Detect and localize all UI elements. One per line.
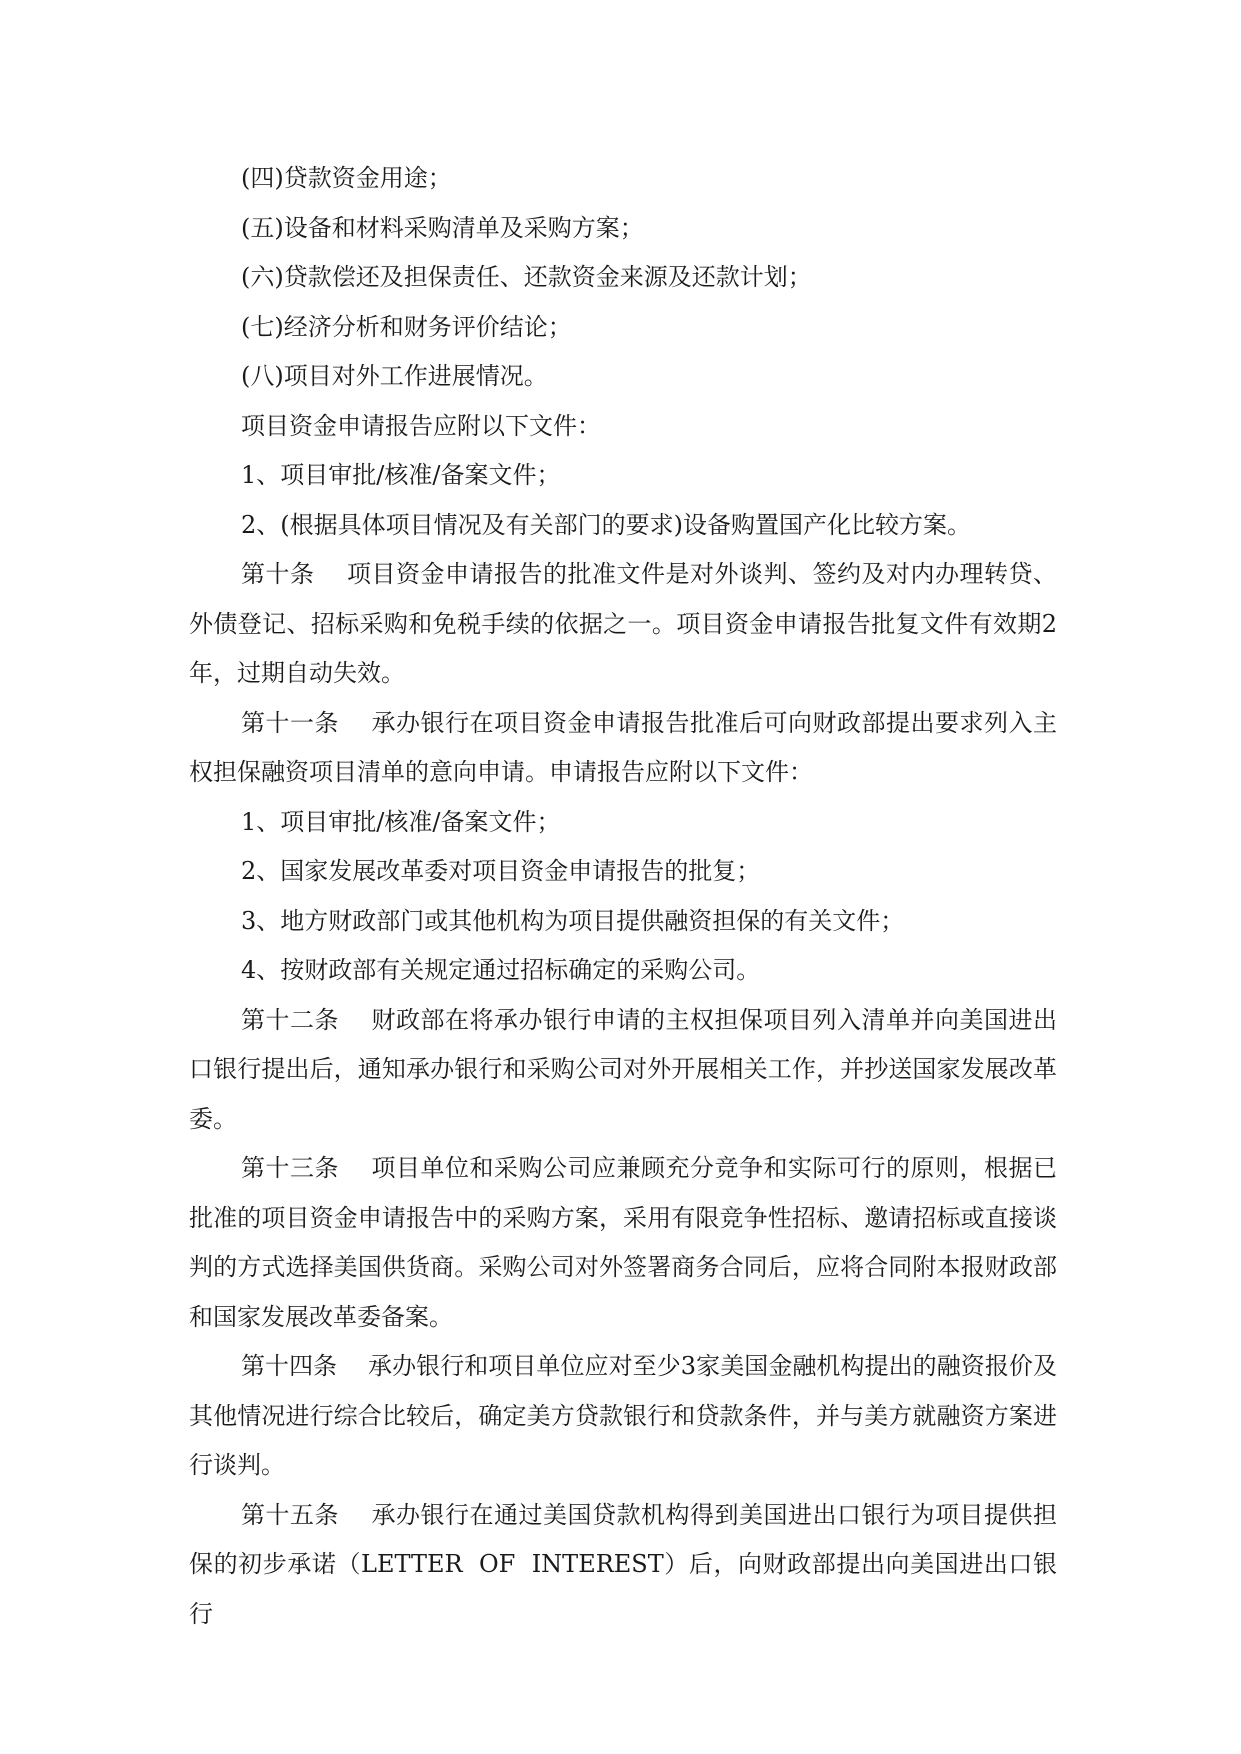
list-item-external-progress: (八)项目对外工作进展情况。 [241, 362, 548, 390]
attachment-item-approval: 1、项目审批/核准/备案文件； [241, 461, 561, 489]
attachment-item-localization: 2、(根据具体项目情况及有关部门的要求)设备购置国产化比较方案。 [241, 510, 971, 539]
article-10: 第十条 项目资金申请报告的批准文件是对外谈判、签约及对内办理转贷、外债登记、招标采购和免税手续的依据之一。项目资金申请报告批复文件有效期2年，过期自动失效。 [189, 560, 1057, 687]
article-12: 第十二条 财政部在将承办银行申请的主权担保项目列入清单并向美国进出口银行提出后，通知承办银行和采购公司对外开展相关工作，并抄送国家发展改革委。 [189, 1005, 1057, 1133]
list-item-economic-analysis: (七)经济分析和财务评价结论； [241, 312, 572, 341]
article-13: 第十三条 项目单位和采购公司应兼顾充分竞争和实际可行的原则，根据已批准的项目资金申请报告中的采购方案，采用有限竞争性招标、邀请招标或直接谈判的方式选择美国供货商。采购公司对外签署商务合同后，应将合同附本报财政部和国家发展改革委备案。 [189, 1154, 1057, 1331]
article-11-item-2: 2、国家发展改革委对项目资金申请报告的批复； [241, 857, 761, 885]
list-item-procurement-plan: (五)设备和材料采购清单及采购方案； [241, 213, 644, 242]
attachments-intro: 项目资金申请报告应附以下文件： [241, 411, 601, 440]
article-11: 第十一条 承办银行在项目资金申请报告批准后可向财政部提出要求列入主权担保融资项目清单的意向申请。申请报告应附以下文件： [189, 708, 1057, 786]
article-11-item-4: 4、按财政部有关规定通过招标确定的采购公司。 [241, 956, 761, 984]
article-11-item-3: 3、地方财政部门或其他机构为项目提供融资担保的有关文件； [241, 906, 905, 935]
document-body [189, 154, 1057, 1639]
list-item-repayment-plan: (六)贷款偿还及担保责任、还款资金来源及还款计划； [241, 263, 812, 291]
article-11-item-1: 1、项目审批/核准/备案文件； [241, 807, 561, 836]
article-14: 第十四条 承办银行和项目单位应对至少3家美国金融机构提出的融资报价及其他情况进行综合比较后，确定美方贷款银行和贷款条件，并与美方就融资方案进行谈判。 [189, 1352, 1057, 1479]
article-15: 第十五条 承办银行在通过美国贷款机构得到美国进出口银行为项目提供担保的初步承诺（LETTER OF INTEREST）后，向财政部提出向美国进出口银行 [189, 1500, 1057, 1628]
list-item-loan-use: (四)贷款资金用途； [241, 164, 452, 192]
